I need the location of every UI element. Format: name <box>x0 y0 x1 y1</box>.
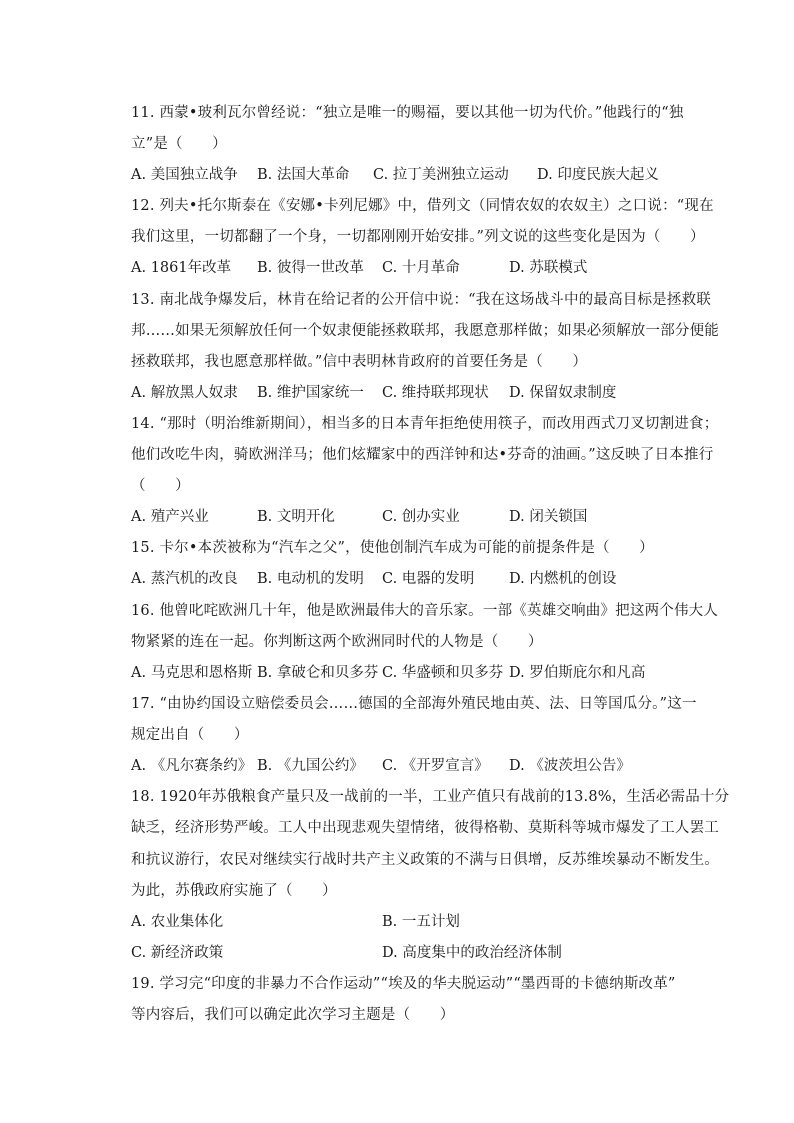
question-11-line-2: 立”是（ ） <box>131 136 227 152</box>
option-b: B. 拿破仑和贝多芬 <box>257 665 379 681</box>
question-17-line-2: 规定出自（ ） <box>131 727 249 743</box>
option-c: C. 维持联邦现状 <box>382 385 489 401</box>
option-d: D. 苏联模式 <box>509 260 588 276</box>
question-14-line-2: 他们改吃牛肉，骑欧洲洋马；他们炫耀家中的西洋钟和达•芬奇的油画。”这反映了日本推行 <box>131 447 714 463</box>
option-c: C. 新经济政策 <box>131 945 224 961</box>
option-b: B. 《九国公约》 <box>257 758 364 774</box>
question-17-options <box>131 756 694 776</box>
question-12-line-2: 我们这里，一切都翻了一个身，一切都刚刚开始安排。”列文说的这些变化是因为（ ） <box>131 229 705 245</box>
option-a: A. 解放黑人奴隶 <box>131 385 238 401</box>
question-18-line-4: 为此，苏俄政府实施了（ ） <box>131 883 337 899</box>
question-18-options-row-2 <box>131 943 694 963</box>
question-14-options <box>131 507 694 527</box>
option-b: B. 彼得一世改革 <box>257 260 364 276</box>
question-11-options <box>131 165 694 185</box>
option-d: D. 闭关锁国 <box>509 509 588 525</box>
option-a: A. 殖产兴业 <box>131 509 209 525</box>
option-a: A. 美国独立战争 <box>131 167 238 183</box>
option-c: C. 华盛顿和贝多芬 <box>382 665 504 681</box>
option-d: D. 保留奴隶制度 <box>509 385 617 401</box>
question-17-line-1: 17. “由协约国设立赔偿委员会……德国的全部海外殖民地由英、法、日等国瓜分。”这一 <box>131 696 697 712</box>
question-15-options <box>131 569 694 589</box>
option-c: C. 拉丁美洲独立运动 <box>373 167 509 183</box>
question-12-line-1: 12. 列夫•托尔斯泰在《安娜•卡列尼娜》中，借列文（同情农奴的农奴主）之口说：“现在 <box>131 198 714 214</box>
question-16-options <box>131 663 694 683</box>
question-13-line-2: 邦……如果无须解放任何一个奴隶便能拯救联邦，我愿意那样做；如果必须解放一部分便能 <box>131 323 719 339</box>
question-18-line-3: 和抗议游行，农民对继续实行战时共产主义政策的不满与日俱增，反苏维埃暴动不断发生。 <box>131 852 719 868</box>
question-18-options-row-1 <box>131 912 694 932</box>
question-12-options <box>131 258 694 278</box>
option-a: A. 蒸汽机的改良 <box>131 571 238 587</box>
question-15-line-1: 15. 卡尔•本茨被称为“汽车之父”，使他创制汽车成为可能的前提条件是（ ） <box>131 540 654 556</box>
option-b: B. 文明开化 <box>257 509 335 525</box>
question-13-options <box>131 383 694 403</box>
question-14-line-1: 14. “那时（明治维新期间），相当多的日本青年拒绝使用筷子，而改用西式刀叉切割进食； <box>131 416 719 432</box>
option-c: C. 电器的发明 <box>382 571 475 587</box>
question-19-line-2: 等内容后，我们可以确定此次学习主题是（ ） <box>131 1007 455 1023</box>
option-a: A. 农业集体化 <box>131 914 224 930</box>
question-18-line-1: 18. 1920年苏俄粮食产量只及一战前的一半，工业产值只有战前的13.8%，生活必需品十分 <box>131 789 730 805</box>
question-11-line-1: 11. 西蒙•玻利瓦尔曾经说：“独立是唯一的赐福，要以其他一切为代价。”他践行的“独 <box>131 105 684 121</box>
option-d: D. 罗伯斯庇尔和凡高 <box>509 665 646 681</box>
option-a: A. 1861年改革 <box>131 260 232 276</box>
option-d: D. 《波茨坦公告》 <box>509 758 631 774</box>
option-d: D. 高度集中的政治经济体制 <box>382 945 562 961</box>
option-b: B. 电动机的发明 <box>257 571 364 587</box>
question-16-line-2: 物紧紧的连在一起。你判断这两个欧洲同时代的人物是（ ） <box>131 634 543 650</box>
option-d: D. 内燃机的创设 <box>509 571 617 587</box>
question-18-line-2: 缺乏，经济形势严峻。工人中出现悲观失望情绪，彼得格勒、莫斯科等城市爆发了工人罢工 <box>131 820 719 836</box>
option-b: B. 法国大革命 <box>257 167 350 183</box>
option-c: C. 十月革命 <box>382 260 460 276</box>
question-16-line-1: 16. 他曾叱咤欧洲几十年，他是欧洲最伟大的音乐家。一部《英雄交响曲》把这两个伟大人 <box>131 603 719 619</box>
option-c: C. 创办实业 <box>382 509 460 525</box>
option-d: D. 印度民族大起义 <box>537 167 659 183</box>
question-13-line-1: 13. 南北战争爆发后，林肯在给记者的公开信中说：“我在这场战斗中的最高目标是拯救联 <box>131 292 711 308</box>
question-19-line-1: 19. 学习完“印度的非暴力不合作运动”“埃及的华夫脱运动”“墨西哥的卡德纳斯改革” <box>131 976 676 992</box>
question-13-line-3: 拯救联邦，我也愿意那样做。”信中表明林肯政府的首要任务是（ ） <box>131 354 588 370</box>
option-a: A. 《凡尔赛条约》 <box>131 758 253 774</box>
question-14-line-3: （ ） <box>131 478 190 494</box>
option-a: A. 马克思和恩格斯 <box>131 665 253 681</box>
option-c: C. 《开罗宣言》 <box>382 758 489 774</box>
option-b: B. 维护国家统一 <box>257 385 364 401</box>
option-b: B. 一五计划 <box>382 914 460 930</box>
